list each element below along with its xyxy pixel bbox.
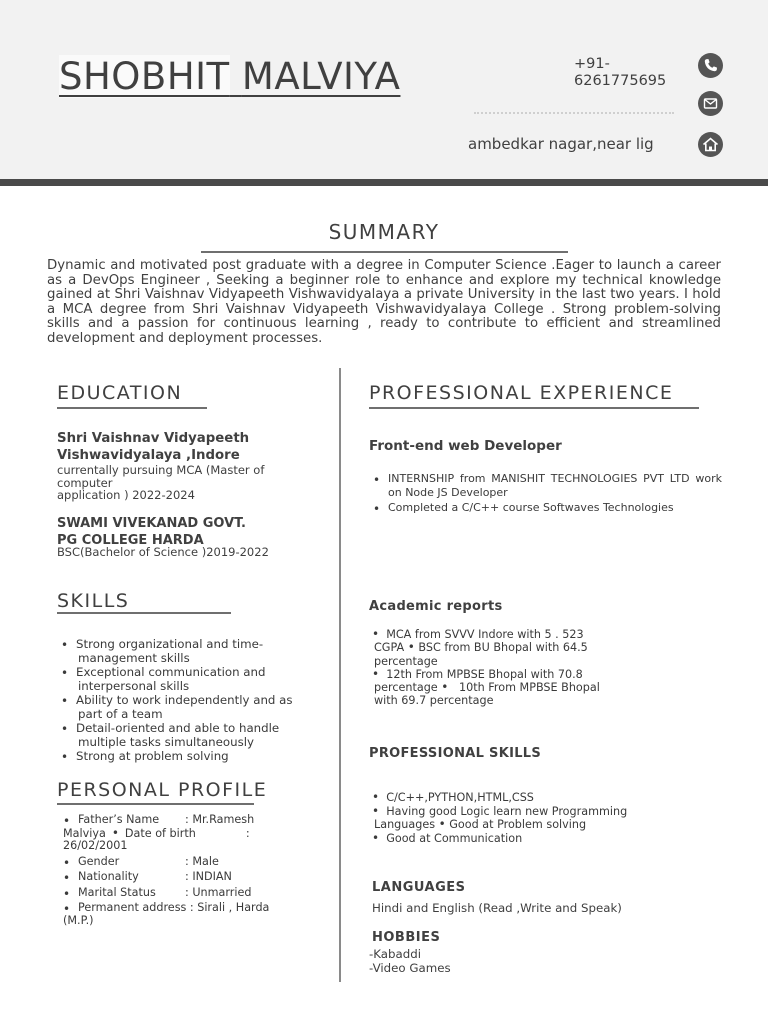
skill-text: • Strong organizational and time- — [76, 637, 264, 651]
list-item: • Good at Communication — [372, 830, 523, 845]
institution-1-line-1: Shri Vaishnav Vidyapeeth — [57, 431, 250, 446]
list-item: • INTERNSHIP from MANISHIT TECHNOLOGIES PVT LTD work on Node JS Developer — [370, 472, 722, 500]
list-item — [58, 666, 328, 694]
phone-number — [574, 56, 684, 90]
list-item: -Kabaddi — [369, 947, 421, 961]
marital-status-value: : Unmarried — [185, 885, 252, 899]
nationality-value: : INDIAN — [185, 870, 232, 883]
institution-1-line-2: Vishwavidyalaya ,Indore — [57, 448, 240, 463]
list-item: • MCA from SVVV Indore with 5 . 523 — [372, 627, 584, 641]
list-item — [58, 722, 328, 750]
fathers-name-value: : Mr.Ramesh — [185, 813, 255, 826]
list-item: • 12th From MPBSE Bhopal with 70.8 — [372, 666, 583, 681]
list-item: • C/C++,PYTHON,HTML,CSS — [372, 790, 534, 804]
last-name: MALVIYA — [241, 55, 401, 98]
phone-line-2: 6261775695 — [574, 73, 667, 89]
hobbies-list — [369, 947, 451, 975]
institution-2-line-2: PG COLLEGE HARDA — [57, 533, 204, 548]
list-item: • Completed a C/C++ course Softwaves Technologies — [370, 501, 722, 515]
list-item: Malviya • Date of birth : — [63, 825, 250, 840]
column-divider — [339, 368, 341, 982]
skill-text: • Detail-oriented and able to handle — [76, 721, 280, 736]
education-institution-2 — [57, 515, 307, 549]
list-item — [58, 694, 328, 722]
phone-icon — [698, 53, 723, 78]
phone-line-1: +91- — [574, 56, 610, 72]
education-detail-2: BSC(Bachelor of Science )2019-2022 — [57, 545, 269, 559]
skill-text: part of a team — [78, 706, 163, 721]
fathers-name-cont: Malviya — [63, 826, 106, 840]
experience-heading: PROFESSIONAL EXPERIENCE — [369, 382, 674, 404]
summary-heading: SUMMARY — [328, 220, 440, 244]
skill-text: • Strong at problem solving — [76, 749, 229, 764]
gender-value: : Male — [185, 854, 219, 868]
detail-1-line-3: application ) 2022-2024 — [57, 488, 195, 502]
detail-1-line-1: currentally pursuing MCA (Master of — [57, 463, 265, 477]
job-title: Front-end web Developer — [369, 438, 562, 454]
list-item — [58, 750, 328, 764]
academic-reports-heading: Academic reports — [369, 599, 503, 614]
skill-text: • Exceptional communication and — [76, 665, 266, 680]
list-item — [372, 655, 642, 668]
list-item: percentage • 10th From MPBSE Bhopal — [374, 680, 600, 695]
marital-status-label: • Marital Status — [78, 885, 156, 899]
academic-line: 10th From MPBSE Bhopal — [459, 681, 600, 695]
academic-line: BSC from BU Bhopal with 64.5 — [418, 641, 588, 655]
candidate-name — [59, 55, 400, 98]
email-faded — [474, 112, 674, 118]
skill-text: management skills — [78, 650, 190, 665]
skill-text: • Ability to work independently and as — [76, 693, 293, 708]
list-item — [60, 902, 330, 915]
personal-profile-heading: PERSONAL PROFILE — [57, 779, 268, 801]
education-underline — [57, 407, 207, 409]
summary-text: Dynamic and motivated post graduate with a degree in Computer Science .Eager to launch a career as a DevOps Engineer , Seeking a beginner role to enhance and explore my technical knowledge gained at Shri Vaishnav Vidyapeeth Vishwavidyalaya a private University in the last two years. I hold a MCA degree from Shri Vaishnav Vidyapeeth Vishwavidyalaya College . Strong problem-solving skills and a passion for continuous learning , ready to contribute to efficient and streamlined development and deployment processes. — [47, 258, 721, 346]
institution-2-line-1: SWAMI VIVEKANAD GOVT. — [57, 516, 246, 531]
skills-underline — [57, 612, 231, 614]
dob-colon: : — [245, 826, 250, 840]
hobbies-heading: HOBBIES — [372, 930, 441, 945]
academic-line: percentage — [374, 681, 438, 695]
languages-text: Hindi and English (Read ,Write and Speak) — [372, 901, 622, 915]
academic-line: percentage — [374, 654, 438, 668]
list-item — [60, 887, 330, 900]
academic-line: with 69.7 percentage — [374, 694, 494, 708]
prof-skill-line: C/C++,PYTHON,HTML,CSS — [386, 791, 534, 804]
academic-line: MCA from SVVV Indore with 5 . 523 — [386, 628, 584, 641]
home-icon — [698, 132, 723, 157]
academic-reports-list — [372, 628, 642, 708]
experience-list — [370, 472, 722, 516]
list-item — [60, 856, 330, 869]
mail-icon — [698, 91, 723, 116]
detail-1-line-2: computer — [57, 475, 113, 490]
dob-value: 26/02/2001 — [63, 839, 128, 852]
first-name: SHOBHIT — [59, 55, 230, 98]
summary-underline — [201, 251, 568, 253]
experience-underline — [369, 407, 699, 409]
fathers-name-label: • Father’s Name — [78, 813, 160, 826]
personal-profile-underline — [57, 803, 254, 805]
professional-skills-heading: PROFESSIONAL SKILLS — [369, 746, 542, 761]
list-item — [60, 871, 330, 884]
gender-label: • Gender — [78, 854, 120, 868]
skills-list — [58, 638, 328, 765]
education-institution-1 — [57, 430, 307, 464]
academic-line: CGPA — [374, 641, 405, 655]
prof-skill-line: Languages — [374, 818, 436, 831]
dob-label: Date of birth — [124, 826, 196, 840]
education-detail-1 — [57, 464, 317, 502]
skill-text: interpersonal skills — [78, 678, 190, 693]
list-item — [60, 915, 330, 928]
list-item — [372, 694, 642, 707]
academic-line: 12th From MPBSE Bhopal with 70.8 — [386, 667, 583, 681]
prof-skill-line: Good at Problem solving — [449, 818, 587, 831]
nationality-label: • Nationality — [78, 870, 139, 883]
list-item: -Video Games — [369, 961, 451, 975]
list-item: Languages • Good at Problem solving — [374, 817, 587, 831]
list-item: • Having good Logic learn new Programming — [372, 803, 628, 818]
address: ambedkar nagar,near lig — [468, 135, 654, 153]
professional-skills-list — [372, 791, 672, 845]
permanent-address: Permanent address : Sirali , Harda — [78, 901, 270, 914]
permanent-address-cont: (M.P.) — [63, 913, 94, 927]
prof-skill-line: Good at Communication — [386, 831, 523, 845]
personal-profile-list — [60, 814, 330, 930]
skills-heading: SKILLS — [57, 590, 130, 612]
education-heading: EDUCATION — [57, 382, 183, 404]
list-item — [60, 840, 330, 853]
list-item — [60, 814, 330, 827]
list-item — [58, 638, 328, 666]
prof-skill-line: Having good Logic learn new Programming — [386, 804, 628, 818]
header-divider-bar — [0, 179, 768, 186]
languages-heading: LANGUAGES — [372, 880, 466, 895]
skill-text: multiple tasks simultaneously — [78, 735, 255, 750]
list-item: CGPA • BSC from BU Bhopal with 64.5 — [374, 640, 588, 655]
